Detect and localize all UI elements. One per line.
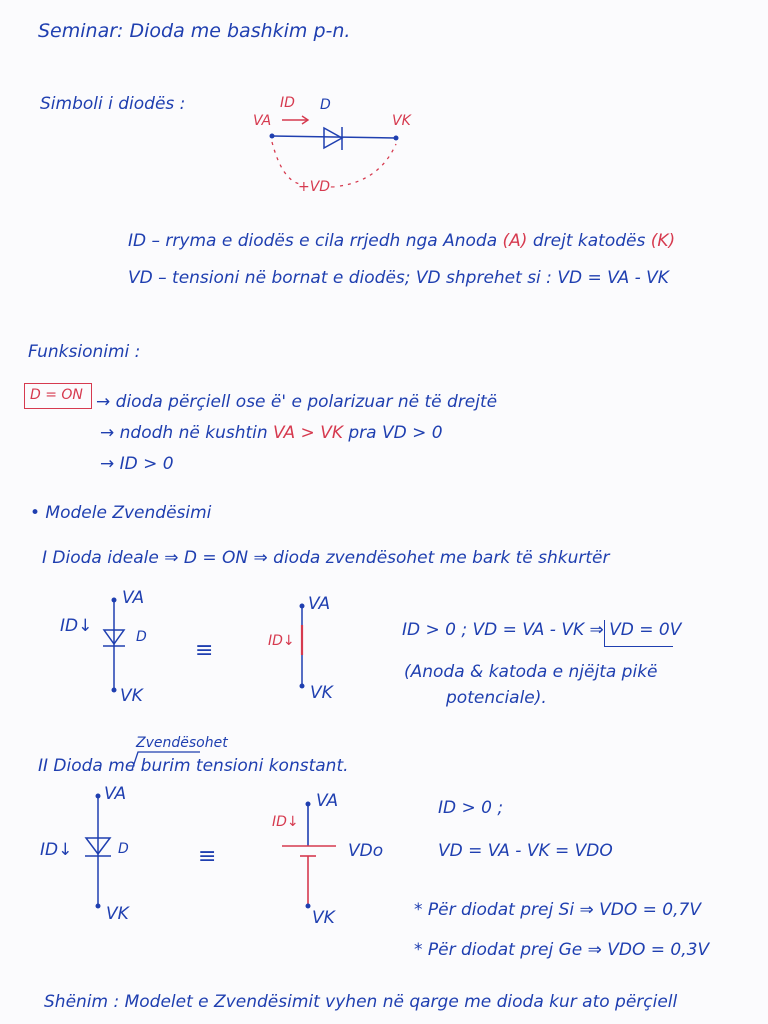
model1-diode [103, 600, 125, 690]
model2-label-vdo: VDo [348, 841, 384, 861]
funksionimi-item-2-suffix: pra VD > 0 [348, 423, 443, 443]
funksionimi-heading: Funksionimi : [28, 342, 141, 362]
model1-wire-node-a [300, 604, 305, 609]
model2-ge-note: * Për diodat prej Ge ⇒ VDO = 0,3V [414, 940, 710, 960]
model2-annotation: Zvendësohet [136, 735, 228, 751]
model2-red-id: ID↓ [272, 814, 299, 830]
model2-si-note: * Për diodat prej Si ⇒ VDO = 0,7V [414, 900, 701, 920]
symbol-heading: Simboli i diodës : [40, 94, 186, 114]
model1-label-va: VA [122, 588, 145, 608]
definition-id-text: ID – rryma e diodës e cila rrjedh nga Anoda [128, 231, 498, 251]
model2-equiv: ≡ [198, 844, 217, 869]
model2-diode [85, 796, 111, 906]
symbol-id-arrow [282, 116, 308, 124]
model1-label-d: D [136, 629, 147, 645]
symbol-label-vk: VK [392, 113, 411, 129]
symbol-vd-arc [272, 142, 396, 186]
model1-wire-label-vk: VK [310, 683, 333, 703]
model2-source-label-vk: VK [312, 908, 335, 928]
model1-wire-node-k [300, 684, 305, 689]
funksionimi-item-1: → dioda përçiell ose ë' e polarizuar në të drejtë [96, 392, 498, 412]
model2-node-k [96, 904, 101, 909]
model2-source [282, 804, 336, 906]
model2-label-d: D [118, 841, 129, 857]
definition-id-mid: drejt katodës [532, 231, 646, 251]
models-heading: • Modele Zvendësimi [30, 503, 212, 523]
model1-wire-label-va: VA [308, 594, 331, 614]
symbol-label-va: VA [253, 113, 272, 129]
definition-vd: VD – tensioni në bornat e diodës; VD shprehet si : VD = VA - VK [128, 268, 669, 288]
model1-title: I Dioda ideale ⇒ D = ON ⇒ dioda zvendësohet me bark të shkurtër [42, 548, 610, 568]
definition-id-anode: (A) [502, 231, 528, 251]
model2-eq-1: ID > 0 ; [438, 798, 504, 818]
page-title: Seminar: Dioda me bashkim p-n. [38, 20, 351, 42]
symbol-label-vd: +VD- [298, 179, 336, 195]
symbol-node-a [270, 134, 275, 139]
model1-node-k [112, 688, 117, 693]
model2-label-id: ID↓ [40, 840, 73, 860]
symbol-label-d: D [320, 97, 331, 113]
symbol-node-k [394, 136, 399, 141]
model1-equation: ID > 0 ; VD = VA - VK ⇒ VD = 0V [402, 620, 682, 640]
model2-source-node-k [306, 904, 311, 909]
state-box-label: D = ON [30, 387, 83, 403]
model1-red-id: ID↓ [268, 633, 295, 649]
model2-source-node-a [306, 802, 311, 807]
model2-eq-2: VD = VA - VK = VDO [438, 841, 613, 861]
funksionimi-item-2-condition: VA > VK [273, 423, 343, 443]
symbol-diode [272, 127, 396, 150]
model2-insert-mark [132, 752, 200, 770]
model1-note: (Anoda & katoda e njëjta pikë [404, 662, 658, 682]
model1-label-vk: VK [120, 686, 143, 706]
model2-label-va: VA [104, 784, 127, 804]
footer-note: Shënim : Modelet e Zvendësimit vyhen në qarge me dioda kur ato përçiell [44, 992, 678, 1012]
model2-node-a [96, 794, 101, 799]
model2-title: II Dioda me burim tensioni konstant. [38, 756, 349, 776]
funksionimi-item-3: → ID > 0 [100, 454, 174, 474]
model2-label-vk: VK [106, 904, 129, 924]
model1-note-2: potenciale). [446, 688, 547, 708]
symbol-label-id: ID [280, 95, 295, 111]
definition-id-cathode: (K) [650, 231, 676, 251]
funksionimi-item-2-prefix: → ndodh në kushtin [100, 423, 268, 443]
model2-source-label-va: VA [316, 791, 339, 811]
model1-label-id: ID↓ [60, 616, 93, 636]
model1-equiv: ≡ [195, 638, 214, 663]
model1-node-a [112, 598, 117, 603]
